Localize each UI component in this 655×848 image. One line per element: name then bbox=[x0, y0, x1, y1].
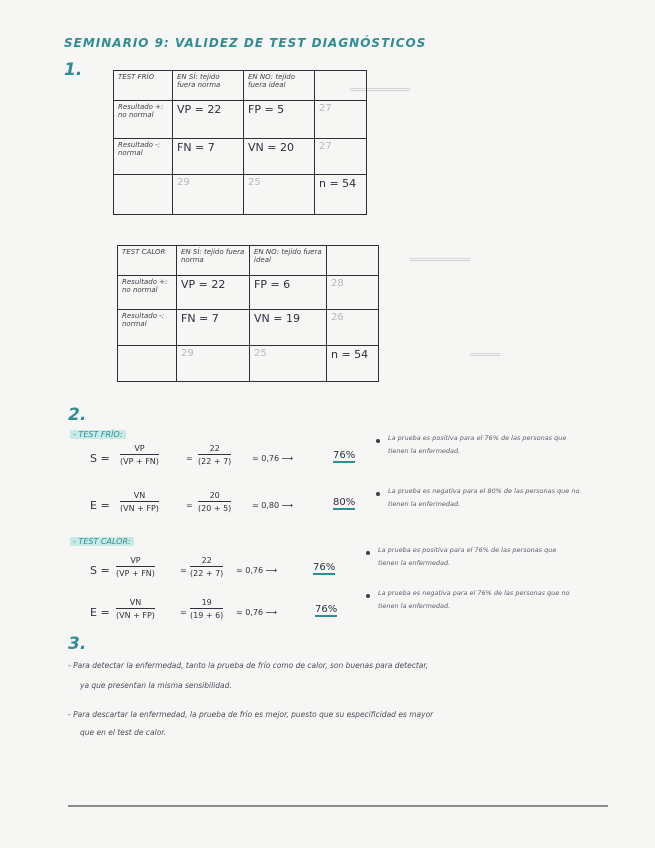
table-cell: FP = 5 bbox=[244, 101, 315, 139]
subheading-test-calor bbox=[70, 537, 134, 546]
contingency-table-calor bbox=[117, 245, 379, 382]
bleed-through-marks: ══════════ bbox=[410, 255, 471, 266]
row-total: 28 bbox=[327, 276, 379, 310]
table-header-row bbox=[114, 71, 367, 101]
fraction-values bbox=[190, 598, 223, 620]
numerator: 22 bbox=[190, 556, 223, 567]
bullet-dot bbox=[366, 551, 370, 555]
denominator: (VN + FP) bbox=[120, 504, 159, 513]
page-bottom-rule bbox=[68, 805, 608, 807]
interpretation-note: La prueba es negativa para el 76% de las personas que no tienen la enfermedad. bbox=[378, 589, 570, 610]
conclusion-line: - Para detectar la enfermedad, tanto la prueba de frío como de calor, son buenas para detectar, bbox=[68, 661, 429, 670]
fraction-definition bbox=[116, 556, 155, 578]
result-percentage: 76% bbox=[315, 604, 338, 615]
result-value: = 0,76 ⟶ bbox=[236, 566, 278, 575]
grand-total: n = 54 bbox=[315, 175, 367, 215]
fraction-definition bbox=[120, 444, 159, 466]
subheading-label: - TEST CALOR: bbox=[70, 537, 134, 546]
table-cell: VN = 19 bbox=[250, 310, 327, 346]
fraction-definition bbox=[120, 491, 159, 513]
result-percentage: 80% bbox=[333, 497, 356, 508]
numerator: VN bbox=[120, 491, 159, 502]
conclusion-line: que en el test de calor. bbox=[80, 728, 167, 737]
row-label: Resultado +: no normal bbox=[118, 276, 177, 310]
section-number-1: 1. bbox=[64, 60, 83, 80]
formula-lhs: E = bbox=[90, 499, 110, 512]
table-header-cell: TEST FRÍO bbox=[114, 71, 173, 101]
page-title: SEMINARIO 9: VALIDEZ DE TEST DIAGNÓSTICOS bbox=[64, 36, 427, 50]
row-label bbox=[114, 175, 173, 215]
numerator: VP bbox=[116, 556, 155, 567]
table-row bbox=[118, 346, 379, 382]
denominator: (22 + 7) bbox=[198, 457, 232, 466]
row-label: Resultado -: normal bbox=[118, 310, 177, 346]
denominator: (20 + 5) bbox=[198, 504, 232, 513]
result-percentage: 76% bbox=[333, 450, 356, 461]
row-label: Resultado +: no normal bbox=[114, 101, 173, 139]
fraction-values bbox=[198, 491, 231, 513]
column-total: 25 bbox=[250, 346, 327, 382]
subheading-test-frio bbox=[70, 430, 126, 439]
row-label: Resultado -: normal bbox=[114, 139, 173, 175]
conclusion-line: - Para descartar la enfermedad, la prueba de frío es mejor, puesto que su especificidad es mayor bbox=[68, 710, 434, 719]
equals-sign: = bbox=[186, 454, 193, 463]
formula-lhs: S = bbox=[90, 564, 110, 577]
equals-sign: = bbox=[180, 608, 187, 617]
table-header-cell: TEST CALOR bbox=[118, 246, 177, 276]
denominator: (VP + FN) bbox=[116, 569, 155, 578]
table-header-cell: EN NO: tejido fuera ideal bbox=[250, 246, 327, 276]
contingency-table-frio bbox=[113, 70, 367, 215]
formula-lhs: E = bbox=[90, 606, 110, 619]
denominator: (22 + 7) bbox=[190, 569, 224, 578]
bullet-dot bbox=[376, 439, 380, 443]
table-row bbox=[118, 276, 379, 310]
interpretation-note: La prueba es positiva para el 76% de las personas que tienen la enfermedad. bbox=[388, 434, 567, 455]
interpretation-note: La prueba es positiva para el 76% de las personas que tienen la enfermedad. bbox=[378, 546, 557, 567]
result-value: = 0,76 ⟶ bbox=[236, 608, 278, 617]
numerator: 20 bbox=[198, 491, 231, 502]
column-total: 25 bbox=[244, 175, 315, 215]
section-number-2: 2. bbox=[68, 405, 87, 425]
bullet-dot bbox=[366, 594, 370, 598]
table-cell: FN = 7 bbox=[173, 139, 244, 175]
subheading-label: - TEST FRÍO: bbox=[70, 430, 126, 439]
column-total: 29 bbox=[173, 175, 244, 215]
table-row bbox=[114, 175, 367, 215]
denominator: (VN + FP) bbox=[116, 611, 155, 620]
table-header-cell: EN SÍ: tejido fuera norma bbox=[173, 71, 244, 101]
equals-sign: = bbox=[180, 566, 187, 575]
row-label bbox=[118, 346, 177, 382]
section-number-3: 3. bbox=[68, 634, 87, 654]
fraction-definition bbox=[116, 598, 155, 620]
table-header-cell: EN SÍ: tejido fuera norma bbox=[177, 246, 250, 276]
denominator: (VP + FN) bbox=[120, 457, 159, 466]
table-row bbox=[114, 139, 367, 175]
table-cell: FN = 7 bbox=[177, 310, 250, 346]
equals-sign: = bbox=[186, 501, 193, 510]
row-total: 27 bbox=[315, 139, 367, 175]
table-header-cell: EN NO: tejido fuera ideal bbox=[244, 71, 315, 101]
result-percentage: 76% bbox=[313, 562, 336, 573]
fraction-values bbox=[198, 444, 231, 466]
numerator: VP bbox=[120, 444, 159, 455]
grand-total: n = 54 bbox=[327, 346, 379, 382]
numerator: 22 bbox=[198, 444, 231, 455]
row-total: 26 bbox=[327, 310, 379, 346]
result-value: = 0,80 ⟶ bbox=[252, 501, 294, 510]
numerator: 19 bbox=[190, 598, 223, 609]
bleed-through-marks: ══════════ bbox=[350, 85, 411, 96]
column-total: 29 bbox=[177, 346, 250, 382]
table-header-row bbox=[118, 246, 379, 276]
table-cell: VP = 22 bbox=[173, 101, 244, 139]
bleed-through-marks: ═════ bbox=[470, 350, 501, 361]
conclusion-line: ya que presentan la misma sensibilidad. bbox=[80, 681, 232, 690]
table-header-cell bbox=[315, 71, 367, 101]
bullet-dot bbox=[376, 492, 380, 496]
denominator: (19 + 6) bbox=[190, 611, 224, 620]
fraction-values bbox=[190, 556, 223, 578]
table-row bbox=[114, 101, 367, 139]
table-cell: VN = 20 bbox=[244, 139, 315, 175]
numerator: VN bbox=[116, 598, 155, 609]
table-cell: FP = 6 bbox=[250, 276, 327, 310]
table-header-cell bbox=[327, 246, 379, 276]
interpretation-note: La prueba es negativa para el 80% de las personas que no tienen la enfermedad. bbox=[388, 487, 580, 508]
formula-lhs: S = bbox=[90, 452, 110, 465]
table-cell: VP = 22 bbox=[177, 276, 250, 310]
table-row bbox=[118, 310, 379, 346]
result-value: = 0,76 ⟶ bbox=[252, 454, 294, 463]
row-total: 27 bbox=[315, 101, 367, 139]
